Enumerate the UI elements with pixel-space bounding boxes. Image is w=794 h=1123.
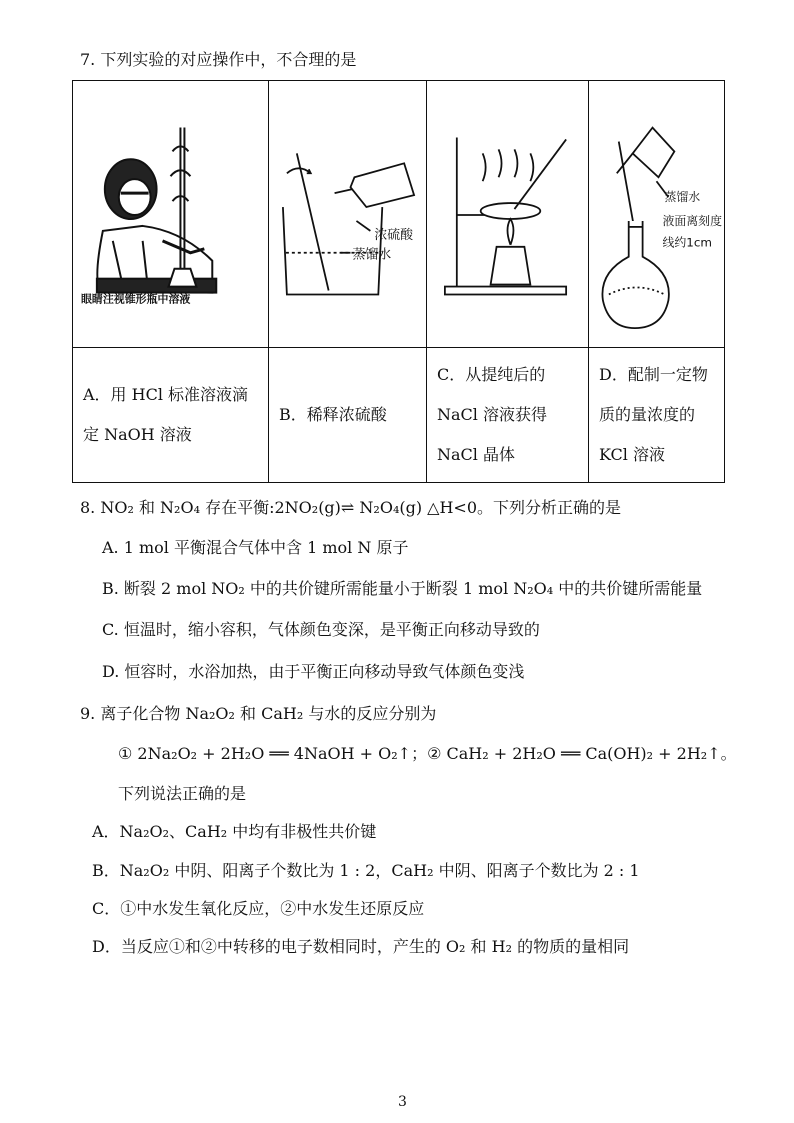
figure-d-cell [589,81,725,348]
question-8-option-d: D. 恒容时，水浴加热，由于平衡正向移动导致气体颜色变浅 [102,662,525,681]
glass-rod [297,153,329,290]
question-8-option-c: C. 恒温时，缩小容积，气体颜色变深，是平衡正向移动导致的 [102,620,540,639]
question-9-stem: 9. 离子化合物 Na₂O₂ 和 CaH₂ 与水的反应分别为 [80,704,437,723]
option-d-cell [589,348,725,483]
option-d-line-3: KCl 溶液 [599,445,665,464]
iron-stand-base [445,287,566,295]
experiment-table [72,80,725,483]
wash-bottle [633,128,675,178]
page-number: 3 [398,1094,407,1110]
question-9-option-b: B．Na₂O₂ 中阴、阳离子个数比为 1 : 2，CaH₂ 中阴、阳离子个数比为 2 : 1 [92,861,640,880]
alcohol-lamp [491,247,531,285]
figure-a-cell [73,81,269,348]
figure-b-cell [269,81,427,348]
question-9-option-a: A．Na₂O₂、CaH₂ 中均有非极性共价键 [92,822,377,841]
option-c-cell [427,348,589,483]
figure-c-cell [427,81,589,348]
option-d-line-1: D．配制一定物 [599,365,708,384]
question-9-prompt: 下列说法正确的是 [118,784,247,803]
figure-a-caption: 眼睛注视锥形瓶中溶液 [80,292,191,306]
student-figure [97,159,216,292]
titration-illustration [73,81,268,347]
question-7-title: 7. 下列实验的对应操作中，不合理的是 [80,50,357,69]
question-8-option-a: A. 1 mol 平衡混合气体中含 1 mol N 原子 [102,538,409,557]
option-c-line-2: NaCl 溶液获得 [437,405,547,424]
option-a-cell [73,348,269,483]
dilution-illustration [269,81,426,347]
question-9-option-d: D．当反应①和②中转移的电子数相同时，产生的 O₂ 和 H₂ 的物质的量相同 [92,937,630,956]
evaporation-illustration [427,81,588,347]
evaporating-dish [481,203,541,219]
question-8-option-b: B. 断裂 2 mol NO₂ 中的共价键所需能量小于断裂 1 mol N₂O₄ 中的共价键所需能量 [102,579,703,598]
question-8-stem: 8. NO₂ 和 N₂O₄ 存在平衡:2NO₂(g)⇌ N₂O₄(g) △H<0。下列分析正确的是 [80,498,622,517]
volumetric-flask-illustration [589,81,724,347]
option-c-line-1: C．从提纯后的 [437,365,546,384]
label-level-1: 液面离刻度 [662,213,722,228]
flask [602,221,668,328]
label-conc-acid: 浓硫酸 [374,227,414,243]
option-b-line-1: B．稀释浓硫酸 [279,405,387,424]
reagent-bottle [350,163,414,207]
question-9-equations: ① 2Na₂O₂ + 2H₂O ══ 4NaOH + O₂↑；② CaH₂ + 2H₂O ══ Ca(OH)₂ + 2H₂↑。 [118,744,737,763]
option-d-line-2: 质的量浓度的 [599,405,696,424]
option-b-cell [269,348,427,483]
label-distilled-water-b: 蒸馏水 [352,247,392,263]
option-a-line-2: 定 NaOH 溶液 [83,425,192,444]
stirring-rod [514,139,566,209]
label-level-2: 线约1cm [662,235,713,250]
question-9-option-c: C．①中水发生氧化反应，②中水发生还原反应 [92,899,425,918]
label-distilled-water-d: 蒸馏水 [664,190,701,205]
option-a-line-1: A．用 HCl 标准溶液滴 [83,385,249,404]
option-c-line-3: NaCl 晶体 [437,445,515,464]
